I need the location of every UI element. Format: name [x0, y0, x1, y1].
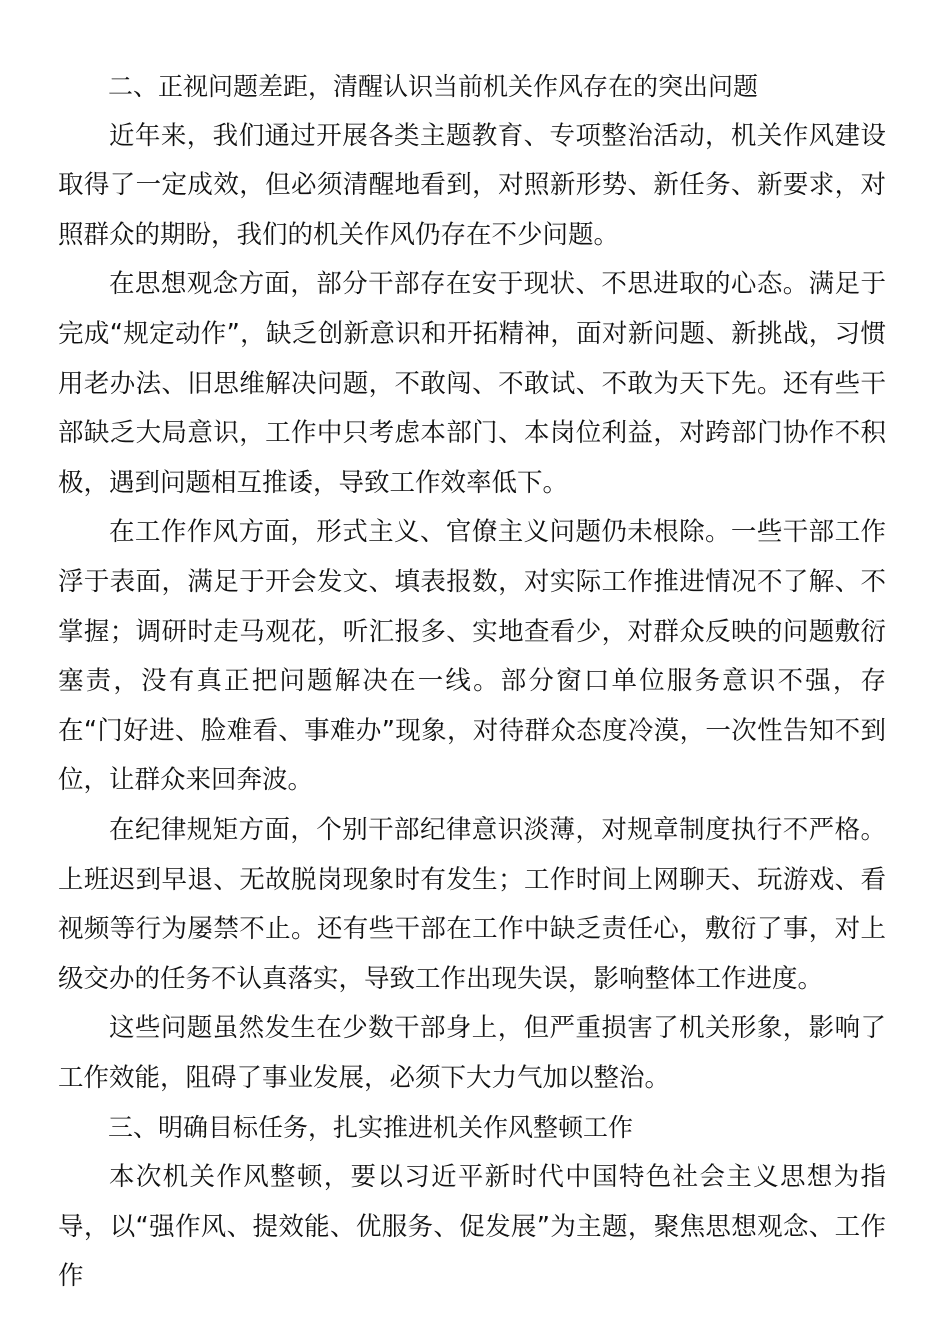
paragraph-conclusion: 这些问题虽然发生在少数干部身上，但严重损害了机关形象，影响了工作效能，阻碍了事业发展，必须下大力气加以整治。	[58, 1013, 886, 1093]
paragraph-work-style: 在工作作风方面，形式主义、官僚主义问题仍未根除。一些干部工作浮于表面，满足于开会发文、填表报数，对实际工作推进情况不了解、不掌握；调研时走马观花，听汇报多、实地查看少，对群众反映的问题敷衍塞责，没有真正把问题解决在一线。部分窗口单位服务意识不强，存在“门好进、脸难看、事难办”现象，对待群众态度冷漠，一次性告知不到位，让群众来回奔波。	[58, 517, 886, 796]
paragraph-goal: 本次机关作风整顿，要以习近平新时代中国特色社会主义思想为指导，以“强作风、提效能、优服务、促发展”为主题，聚焦思想观念、工作作	[58, 1162, 886, 1292]
document-page	[58, 62, 886, 1302]
section-heading-3: 三、明确目标任务，扎实推进机关作风整顿工作	[108, 1113, 634, 1143]
section-heading-2: 二、正视问题差距，清醒认识当前机关作风存在的突出问题	[108, 72, 759, 101]
paragraph-intro: 近年来，我们通过开展各类主题教育、专项整治活动，机关作风建设取得了一定成效，但必须清醒地看到，对照新形势、新任务、新要求，对照群众的期盼，我们的机关作风仍存在不少问题。	[58, 120, 886, 250]
paragraph-discipline: 在纪律规矩方面，个别干部纪律意识淡薄，对规章制度执行不严格。上班迟到早退、无故脱岗现象时有发生；工作时间上网聊天、玩游戏、看视频等行为屡禁不止。还有些干部在工作中缺乏责任心，敷衍了事，对上级交办的任务不认真落实，导致工作出现失误，影响整体工作进度。	[58, 814, 886, 994]
paragraph-thinking: 在思想观念方面，部分干部存在安于现状、不思进取的心态。满足于完成“规定动作”，缺乏创新意识和开拓精神，面对新问题、新挑战，习惯用老办法、旧思维解决问题，不敢闯、不敢试、不敢为天下先。还有些干部缺乏大局意识，工作中只考虑本部门、本岗位利益，对跨部门协作不积极，遇到问题相互推诿，导致工作效率低下。	[58, 269, 886, 498]
